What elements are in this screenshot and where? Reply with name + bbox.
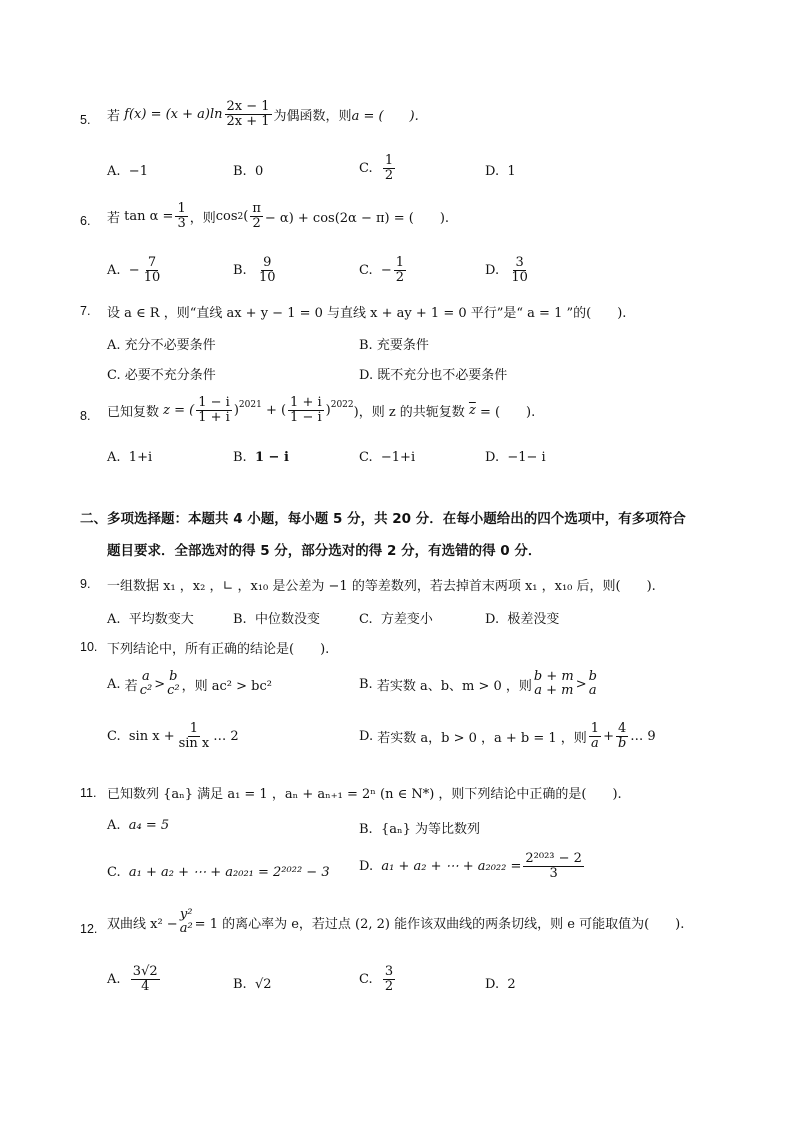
q7-option-d-text: 既不充分也不必要条件 (377, 368, 508, 383)
q11-option-d-fraction (523, 852, 584, 882)
q10-option-b-label: B. (359, 676, 373, 692)
section-2-heading-line-1: 二、多项选择题：本题共 4 小题，每小题 5 分，共 20 分．在每小题给出的四个选项中，有多项符合 (80, 511, 686, 527)
frac-num: 7 (147, 255, 157, 270)
q6-cos-rest: − α) + cos(2α − π) = ( ). (264, 211, 450, 227)
q9-option-b[interactable] (233, 608, 320, 627)
frac-den: sin x (178, 736, 210, 752)
question-7-number: 7. (80, 304, 91, 318)
q7-option-c-label: C. (107, 368, 121, 383)
q5-func: f(x) = (x + a)ln (124, 107, 223, 123)
q7-option-b-text: 充要条件 (376, 338, 429, 353)
q12-option-d-text: 2 (507, 977, 516, 992)
frac-den: 10 (511, 270, 528, 286)
q8-option-b[interactable] (233, 450, 289, 465)
frac-den: 2 (384, 168, 394, 184)
q8-option-d-label: D. (485, 450, 500, 465)
q5-option-c-fraction (383, 154, 395, 184)
frac-den: c² (167, 683, 180, 699)
question-8-stem (107, 396, 535, 426)
q10-option-a-gt: > (154, 676, 166, 692)
q5-option-a-text: −1 (128, 164, 148, 179)
q10-option-c-post: … 2 (213, 729, 239, 745)
q10-option-a-fraction-1 (140, 670, 153, 699)
q10-option-d-fraction-2 (616, 722, 628, 752)
q10-option-d[interactable] (359, 722, 656, 752)
q9-option-b-label: B. (233, 612, 247, 627)
q7-option-c-text: 必要不充分条件 (124, 368, 216, 383)
frac-den: 10 (258, 270, 276, 286)
frac-num: 2²⁰²³ − 2 (525, 851, 582, 866)
q6-option-d-label: D. (485, 263, 500, 279)
q9-option-d-text: 极差没变 (507, 612, 560, 627)
question-10-number: 10. (80, 640, 98, 654)
frac-den: b (617, 736, 627, 752)
frac-num: 1 (590, 721, 600, 736)
q10-option-a-post: ，则 ac² > bc² (181, 678, 272, 694)
q5-frac-den: 2x + 1 (226, 114, 270, 130)
q5-stem-tail: a = ( ). (351, 109, 419, 125)
frac-num: b + m (533, 669, 574, 684)
q5-option-c[interactable] (359, 154, 397, 184)
q7-option-d[interactable] (359, 364, 507, 383)
frac-num: 3 (515, 255, 524, 270)
q12-option-c[interactable] (359, 965, 397, 995)
q6-option-a-label: A. (107, 263, 121, 279)
frac-num: 1 (177, 201, 186, 216)
q6-paren: ( (243, 209, 249, 225)
q12-option-b-text: √2 (254, 977, 272, 992)
q12-option-b-label: B. (233, 977, 247, 992)
question-9-stem: 一组数据 x₁ ，x₂ ，∟ ，x₁₀ 是公差为 −1 的等差数列，若去掉首末两项 x₁ ，x₁₀ 后，则( ). (107, 579, 656, 594)
q8-stem-after: )，则 z 的共轭复数 (353, 405, 465, 421)
q6-option-d-fraction (509, 256, 530, 286)
frac-num: 9 (263, 255, 272, 270)
q5-option-d-label: D. (485, 164, 500, 179)
frac-num: a (142, 669, 150, 684)
q5-option-b-text: 0 (254, 164, 264, 179)
q8-plus: + ( (261, 403, 287, 419)
q6-option-b[interactable] (233, 256, 280, 286)
frac-den: a² (179, 921, 193, 937)
q8-stem-tail: = ( ). (479, 405, 536, 421)
q5-option-d-text: 1 (507, 164, 516, 179)
q5-option-b[interactable] (233, 164, 263, 179)
q12-option-d-label: D. (485, 977, 500, 992)
q11-option-c[interactable] (107, 865, 330, 880)
q12-option-c-label: C. (359, 972, 373, 988)
q12-option-b[interactable] (233, 977, 272, 992)
frac-num: b (169, 669, 178, 684)
frac-den: a + m (534, 683, 574, 699)
q6-tan: tan α = (124, 209, 174, 225)
frac-den: a (591, 736, 599, 752)
q8-paren-1: ) (233, 403, 239, 419)
frac-den: c² (139, 683, 153, 699)
question-11-stem: 已知数列 {aₙ} 满足 a₁ = 1 ，aₙ + aₙ₊₁ = 2ⁿ (n ∈ N*) ，则下列结论中正确的是( ). (107, 787, 622, 802)
q9-option-b-text: 中位数没变 (254, 612, 320, 627)
question-8-number: 8. (80, 409, 91, 423)
q8-paren-2: ) (325, 403, 331, 419)
q6-option-a-fraction (142, 256, 163, 286)
frac-den: 4 (141, 979, 150, 995)
q10-option-b-fraction-1 (534, 670, 574, 699)
q11-option-c-text: a₁ + a₂ + ⋯ + a₂₀₂₁ = 2²⁰²² − 3 (128, 865, 330, 880)
frac-den: 2 (384, 979, 394, 995)
q6-fraction (175, 202, 187, 232)
q7-option-a-label: A. (107, 338, 121, 353)
q8-option-d[interactable] (485, 450, 546, 465)
q8-option-a[interactable] (107, 450, 152, 465)
q10-option-a[interactable] (107, 670, 272, 699)
q5-option-a-label: A. (107, 164, 121, 179)
q10-option-c-pre: sin x + (128, 729, 175, 745)
q11-option-d[interactable] (359, 852, 586, 882)
question-7-stem: 设 a ∈ R ，则“直线 ax + y − 1 = 0 与直线 x + ay + 1 = 0 平行”是“ a = 1 ”的( ). (107, 306, 627, 321)
question-11-number: 11. (80, 786, 97, 800)
q6-option-c-fraction (394, 256, 406, 286)
q10-option-d-plus: + (603, 729, 614, 745)
frac-num: 4 (617, 721, 627, 736)
q7-option-c[interactable] (107, 364, 216, 383)
question-10-stem: 下列结论中，所有正确的结论是( ). (107, 642, 330, 657)
q5-frac-num: 2x − 1 (226, 99, 270, 114)
q12-option-a-fraction (131, 965, 160, 995)
q10-option-d-post: … 9 (630, 729, 656, 745)
q6-cos: cos (215, 209, 238, 225)
q10-option-a-fraction-2 (167, 670, 180, 699)
question-5-number: 5. (80, 113, 91, 127)
frac-num: b (588, 669, 597, 684)
frac-den: 3 (549, 866, 558, 882)
q10-option-c[interactable] (107, 722, 239, 752)
frac-num: 1 (395, 255, 405, 270)
q11-option-b[interactable] (359, 818, 480, 837)
q8-z-eq: z = ( (163, 403, 195, 419)
q8-option-b-label: B. (233, 450, 247, 465)
frac-num: 1 (189, 721, 199, 736)
frac-den: 1 − i (290, 410, 322, 426)
q11-option-a[interactable] (107, 818, 169, 833)
q11-option-b-label: B. (359, 822, 373, 837)
q8-option-c-label: C. (359, 450, 373, 465)
q9-option-c[interactable] (359, 608, 433, 627)
q12-option-a[interactable] (107, 965, 162, 995)
q12-fraction (180, 908, 193, 937)
frac-num: 1 − i (198, 395, 230, 410)
q8-zbar: $\overline{z}$ (468, 403, 476, 419)
q8-option-b-text: 1 − i (254, 450, 289, 465)
q7-option-b-label: B. (359, 338, 373, 353)
q5-option-c-label: C. (359, 161, 373, 177)
frac-num: 3√2 (132, 964, 158, 979)
q11-option-d-pre: a₁ + a₂ + ⋯ + a₂₀₂₂ = (381, 859, 522, 875)
q6-stem-mid: ，则 (189, 211, 216, 227)
q8-stem-before: 已知复数 (107, 405, 160, 421)
q7-option-d-label: D. (359, 368, 374, 383)
q11-option-c-label: C. (107, 865, 121, 880)
question-12-number: 12. (80, 922, 98, 936)
q8-option-c-text: −1+i (380, 450, 416, 465)
q12-stem-pre: 双曲线 x² − (107, 916, 178, 932)
q10-option-c-label: C. (107, 729, 121, 745)
q7-option-b[interactable] (359, 334, 429, 353)
question-9-number: 9. (80, 577, 91, 591)
q10-option-d-pre: 若实数 a，b > 0 ，a + b = 1 ，则 (377, 731, 587, 747)
q9-option-c-text: 方差变小 (380, 612, 433, 627)
q10-option-d-label: D. (359, 729, 374, 745)
q5-fraction (225, 100, 272, 130)
q11-option-a-label: A. (107, 818, 121, 833)
q10-option-b-pre: 若实数 a、b、m > 0 ，则 (376, 678, 532, 694)
q9-option-a-text: 平均数变大 (128, 612, 194, 627)
q8-option-c[interactable] (359, 450, 415, 465)
q5-stem-after: 为偶函数，则 (273, 109, 352, 125)
q6-option-c-sign: − (380, 263, 392, 279)
q10-option-c-fraction (177, 722, 212, 752)
q11-option-a-text: a₄ = 5 (128, 818, 170, 833)
q10-option-b-gt: > (575, 676, 587, 692)
q6-pi-fraction (250, 202, 263, 232)
question-12-stem (107, 908, 684, 937)
q6-option-c[interactable] (359, 256, 408, 286)
q8-option-a-text: 1+i (128, 450, 153, 465)
q10-option-b[interactable] (359, 670, 599, 699)
q8-fraction-1 (196, 396, 232, 426)
q6-option-b-label: B. (233, 263, 247, 279)
q10-option-b-fraction-2 (589, 670, 597, 699)
frac-den: 1 + i (198, 410, 230, 426)
frac-num: 3 (384, 964, 394, 979)
q8-option-d-text: −1− i (507, 450, 546, 465)
frac-den: a (588, 683, 597, 699)
q10-option-a-pre: 若 (124, 678, 138, 694)
q5-stem-before: 若 (107, 109, 121, 125)
question-5-stem (107, 100, 419, 130)
frac-den: 3 (177, 216, 186, 232)
q9-option-d-label: D. (485, 612, 500, 627)
q8-exp-2: 2022 (330, 400, 354, 410)
q5-option-d[interactable] (485, 164, 516, 179)
q9-option-d[interactable] (485, 608, 559, 627)
q5-option-a[interactable] (107, 164, 148, 179)
q12-stem-post: = 1 的离心率为 e，若过点 (2, 2) 能作该双曲线的两条切线，则 e 可能取值为( ). (194, 916, 685, 932)
question-6-number: 6. (80, 214, 91, 228)
q8-option-a-label: A. (107, 450, 121, 465)
q8-fraction-2 (288, 396, 324, 426)
q7-option-a[interactable] (107, 334, 216, 353)
frac-num: π (252, 201, 261, 216)
q6-option-d[interactable] (485, 256, 532, 286)
q10-option-a-label: A. (107, 676, 121, 692)
q5-option-b-label: B. (233, 164, 247, 179)
section-2-heading-line-2: 题目要求．全部选对的得 5 分，部分选对的得 2 分，有选错的得 0 分． (107, 543, 542, 559)
q9-option-c-label: C. (359, 612, 373, 627)
q6-stem-before: 若 (107, 211, 121, 227)
q6-option-b-fraction (257, 256, 278, 286)
frac-num: 1 + i (290, 395, 322, 410)
q9-option-a-label: A. (107, 612, 121, 627)
q6-option-a-sign: − (128, 263, 140, 279)
q7-option-a-text: 充分不必要条件 (124, 338, 216, 353)
q6-option-c-label: C. (359, 263, 373, 279)
frac-num: 1 (384, 153, 394, 168)
q12-option-c-fraction (383, 965, 395, 995)
q8-exp-1: 2021 (238, 400, 262, 410)
q12-option-d[interactable] (485, 977, 516, 992)
q9-option-a[interactable] (107, 608, 194, 627)
question-6-stem (107, 202, 449, 232)
q6-cos-sup: 2 (237, 211, 244, 222)
q10-option-d-fraction-1 (589, 722, 601, 752)
q11-option-b-text: {aₙ} 为等比数列 (380, 822, 481, 837)
q11-option-d-label: D. (359, 859, 374, 875)
frac-den: 2 (252, 216, 261, 232)
frac-den: 10 (143, 270, 161, 286)
frac-num: y² (179, 907, 193, 922)
q12-option-a-label: A. (107, 972, 121, 988)
frac-den: 2 (395, 270, 405, 286)
q6-option-a[interactable] (107, 256, 164, 286)
